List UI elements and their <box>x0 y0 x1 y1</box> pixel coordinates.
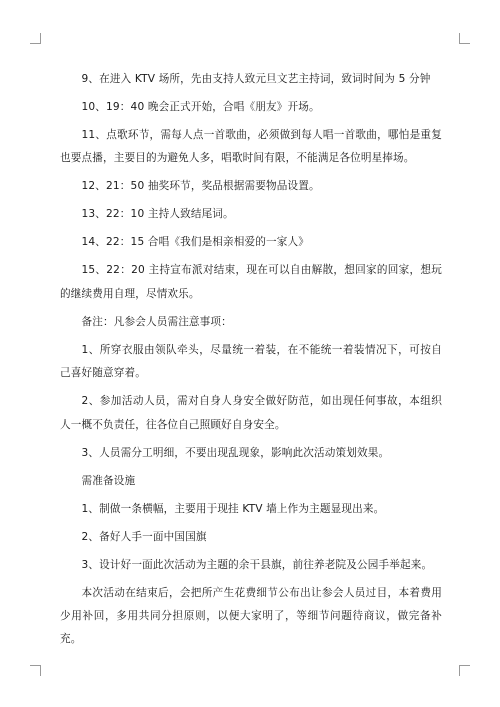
crop-mark-bottom-right <box>459 665 470 676</box>
facility-1-banner: 1、制做一条横幅，主要用于现挂 KTV 墙上作为主题显现出来。 <box>81 502 385 515</box>
note-3-division-of-work: 3、人员需分工明细，不要出现乱现象，影响此次活动策划效果。 <box>81 446 390 459</box>
document-body <box>60 68 442 656</box>
facility-3-county-flag: 3、设计好一面此次活动为主题的余干县旗，前往养老院及公园手举起来。 <box>81 558 433 571</box>
item-14-chorus: 14、22：15 合唱《我们是相亲相爱的一家人》 <box>81 236 309 249</box>
item-15-party-end: 15、22：20 主持宣布派对结束，现在可以自由解散，想回家的回家，想玩的继续费用自理，尽情欢乐。 <box>60 264 442 300</box>
facility-2-flags: 2、备好人手一面中国国旗 <box>81 530 207 543</box>
crop-mark-top-left <box>30 33 41 44</box>
note-2-safety: 2、参加活动人员，需对自身人身安全做好防范，如出现任何事故，本组织人一概不负责任，往各位自己照顾好自身安全。 <box>60 395 442 431</box>
item-12-lottery: 12、21：50 抽奖环节，奖品根据需要物品设置。 <box>81 180 320 193</box>
item-13-closing-words: 13、22：10 主持人致结尾词。 <box>81 208 234 221</box>
closing-expense-paragraph: 本次活动在结束后，会把所产生花费细节公布出让参会人员过目，本着费用少用补回，多用共同分担原则，以便大家明了，等细节问题待商议，做完备补充。 <box>60 586 442 646</box>
facilities-heading: 需准备设施 <box>81 474 136 487</box>
item-10-party-start: 10、19：40 晚会正式开始，合唱《朋友》开场。 <box>81 101 320 113</box>
notes-heading: 备注：凡参会人员需注意事项： <box>81 315 232 328</box>
note-1-dress-code: 1、所穿衣服由领队牵头，尽量统一着装，在不能统一着装情况下，可按自己喜好随意穿着。 <box>60 343 442 380</box>
crop-mark-top-right <box>459 33 470 44</box>
item-11-song-request: 11、点歌环节，需每人点一首歌曲，必须做到每人唱一首歌曲，哪怕是重复也要点播，主要目的为避免人多，唱歌时间有限，不能满足各位明星捧场。 <box>60 129 442 165</box>
crop-mark-bottom-left <box>30 665 41 676</box>
item-9-ktv-opening-speech: 9、在进入 KTV 场所，先由支持人致元旦文艺主持词，致词时间为 5 分钟 <box>81 73 431 85</box>
